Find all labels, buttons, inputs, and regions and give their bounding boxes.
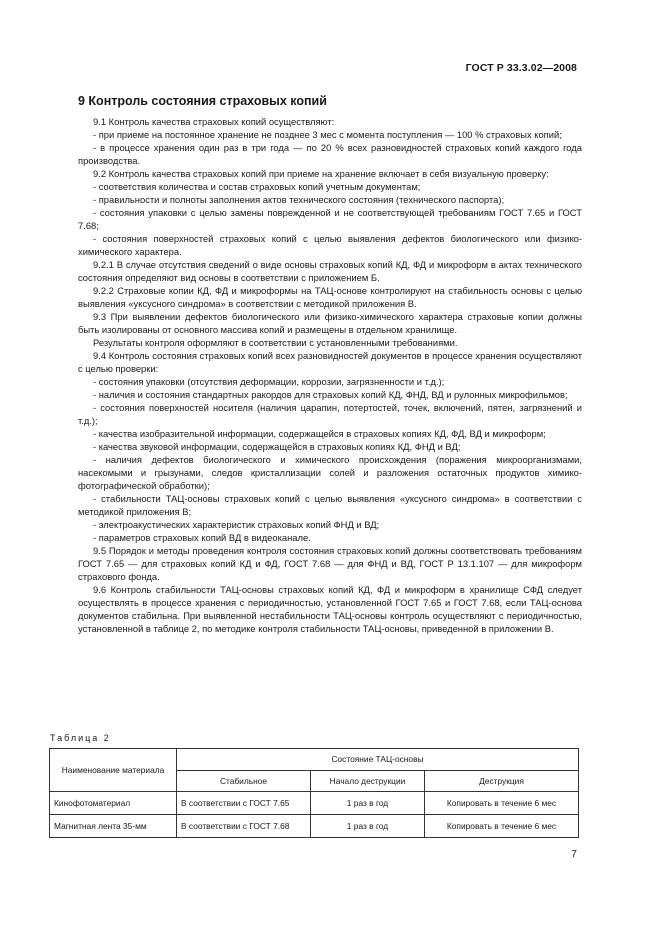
paragraph: - качества звуковой информации, содержащейся в страховых копиях КД, ФНД и ВД; [93,441,461,452]
body-text [78,115,582,635]
paragraph: 9.3 При выявлении дефектов биологического или физико-химического характера страховые копии должны быть изолированы от основного массива копий и размещены в отдельном хранилище. [78,311,582,335]
table-cell: 1 раз в год [311,815,425,838]
header-destruction-start: Начало деструкции [311,770,425,792]
paragraph: 9.5 Порядок и методы проведения контроля состояния страховых копий должны соответствовать требованиям ГОСТ 7.65 — для страховых копий КД и ФД, ГОСТ 7.68 — для ФНД и ВД, ГОСТ Р 13.1.107 — для микроформ страхового фонда. [78,545,582,582]
paragraph: - в процессе хранения один раз в три года — по 20 % всех разновидностей страховых копий каждого года производства. [78,142,582,166]
header-material-name: Наименование материала [50,749,177,792]
paragraph: 9.1 Контроль качества страховых копий осуществляют: [93,116,335,127]
paragraph: - качества изобразительной информации, содержащейся в страховых копиях КД, ФД, ВД и микроформ; [93,428,546,439]
paragraph: 9.6 Контроль стабильности ТАЦ-основы страховых копий КД, ФД и микроформ в хранилище СФД следует осуществлять в процессе хранения с периодичностью, установленной ГОСТ 7.65 и ГОСТ 7.68, если ТАЦ-основа документов стабильна. При выявленной нестабильности ТАЦ-основы контроль осуществляют с периодичностью, установленной в таблице 2, по методике контроля стабильности ТАЦ-основы, приведенной в приложении В. [78,584,582,634]
paragraph: 9.2.2 Страховые копии КД, ФД и микроформы на ТАЦ-основе контролируют на стабильность основы с целью выявления «уксусного синдрома» в соответствии с методикой приложения В. [78,285,582,309]
table-2 [49,748,579,838]
paragraph: - состояния упаковки (отсутствия деформации, коррозии, загрязненности и т.д.); [93,376,445,387]
table-cell: Копировать в течение 6 мес [425,815,579,838]
header-stable: Стабильное [177,770,311,792]
paragraph: - электроакустических характеристик страховых копий ФНД и ВД; [93,519,380,530]
document-header: ГОСТ Р 33.3.02—2008 [465,62,577,74]
paragraph: 9.4 Контроль состояния страховых копий всех разновидностей документов в процессе хранения осуществляют с целью проверки: [78,350,582,374]
paragraph: - при приеме на постоянное хранение не позднее 3 мес с момента поступления — 100 % страховых копий; [93,129,562,140]
section-title: 9 Контроль состояния страховых копий [78,94,327,108]
table-cell: В соответствии с ГОСТ 7.68 [177,815,311,838]
table-row [50,792,579,815]
page-number: 7 [571,848,577,860]
paragraph: - состояния поверхностей страховых копий с целью выявления дефектов биологического или физико-химического характера. [78,233,582,257]
paragraph: - состояния упаковки с целью замены поврежденной и не соответствующей требованиям ГОСТ 7.65 и ГОСТ 7.68; [78,207,582,231]
table-header-row [50,749,579,771]
paragraph: 9.2 Контроль качества страховых копий при приеме на хранение включает в себя визуальную проверку: [93,168,549,179]
paragraph: - состояния поверхностей носителя (наличия царапин, потертостей, точек, включений, пятен, загрязнений и т.д.); [78,402,582,426]
table-cell: Кинофотоматериал [50,792,177,815]
table-cell: Копировать в течение 6 мес [425,792,579,815]
paragraph: - параметров страховых копий ВД в видеоканале. [93,532,311,543]
paragraph: - соответствия количества и состав страховых копий учетным документам; [93,181,421,192]
paragraph: - правильности и полноты заполнения актов технического состояния (технического паспорта); [93,194,505,205]
table-caption: Таблица 2 [50,733,111,743]
paragraph: - наличия дефектов биологического и химического происхождения (поражения микроорганизмами, насекомыми и грызунами, следов кристаллизации солей и разложения остаточных продуктов химико-фотографической обработки); [78,454,582,491]
paragraph: - стабильности ТАЦ-основы страховых копий с целью выявления «уксусного синдрома» в соответствии с методикой приложения В; [78,493,582,517]
table-row [50,815,579,838]
paragraph: - наличия и состояния стандартных ракордов для страховых копий КД, ФНД, ВД и рулонных микрофильмов; [93,389,568,400]
table-cell: В соответствии с ГОСТ 7.65 [177,792,311,815]
paragraph: 9.2.1 В случае отсутствия сведений о виде основы страховых копий КД, ФД и микроформ в актах технического состояния определяют вид основы в соответствии с приложением Б. [78,259,582,283]
header-tac-state: Состояние ТАЦ-основы [177,749,579,771]
header-destruction: Деструкция [425,770,579,792]
table-cell: Магнитная лента 35-мм [50,815,177,838]
paragraph: Результаты контроля оформляют в соответствии с установленными требованиями. [93,337,458,348]
table-cell: 1 раз в год [311,792,425,815]
